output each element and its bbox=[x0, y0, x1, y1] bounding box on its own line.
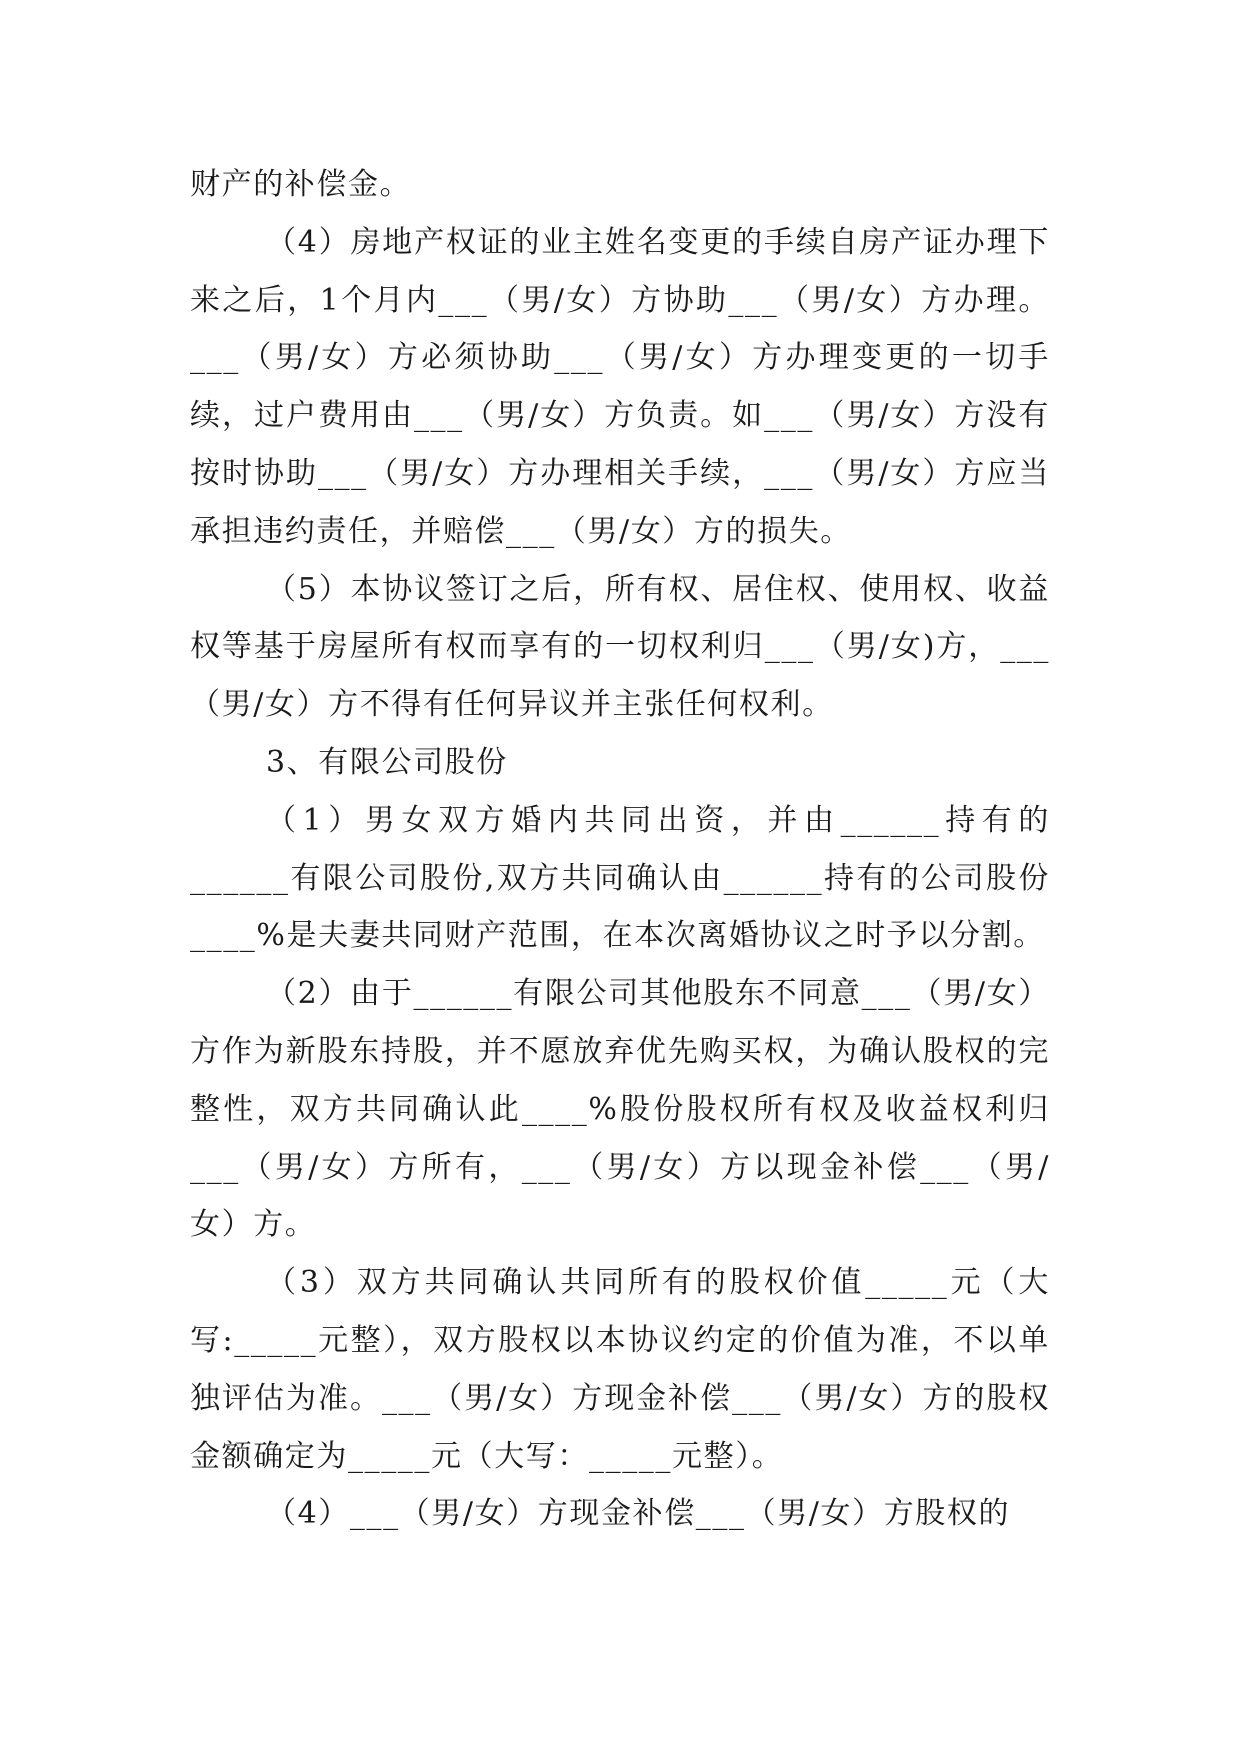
document-page bbox=[190, 156, 1050, 1543]
paragraph-3: （5）本协议签订之后，所有权、居住权、使用权、收益权等基于房屋所有权而享有的一切权利归___（男/女)方，___（男/女）方不得有任何异议并主张任何权利。 bbox=[190, 571, 1050, 723]
paragraph-4: （1）男女双方婚内共同出资，并由______持有的______有限公司股份,双方共同确认由______持有的公司股份____%是夫妻共同财产范围，在本次离婚协议之时予以分割。 bbox=[190, 802, 1050, 954]
paragraph-2: （4）房地产权证的业主姓名变更的手续自房产证办理下来之后，1个月内___（男/女）方协助___（男/女）方办理。___（男/女）方必须协助___（男/女）方办理变更的一切手续，过户费用由___（男/女）方负责。如___（男/女）方没有按时协助___（男/女）方办理相关手续，___（男/女）方应当承担违约责任，并赔偿___（男/女）方的损失。 bbox=[190, 224, 1050, 549]
paragraph-7: （4）___（男/女）方现金补偿___（男/女）方股权的 bbox=[266, 1496, 1011, 1532]
section-heading-3: 3、有限公司股份 bbox=[266, 744, 508, 780]
paragraph-1: 财产的补偿金。 bbox=[190, 167, 412, 202]
paragraph-6: （3）双方共同确认共同所有的股权价值_____元（大写:_____元整），双方股权以本协议约定的价值为准，不以单独评估为准。___（男/女）方现金补偿___（男/女）方的股权金额确定为_____元（大写：_____元整）。 bbox=[190, 1265, 1050, 1474]
paragraph-5: （2）由于______有限公司其他股东不同意___（男/女）方作为新股东持股，并不愿放弃优先购买权，为确认股权的完整性，双方共同确认此____%股份股权所有权及收益权利归___（男/女）方所有，___（男/女）方以现金补偿___（男/女）方。 bbox=[190, 976, 1050, 1243]
